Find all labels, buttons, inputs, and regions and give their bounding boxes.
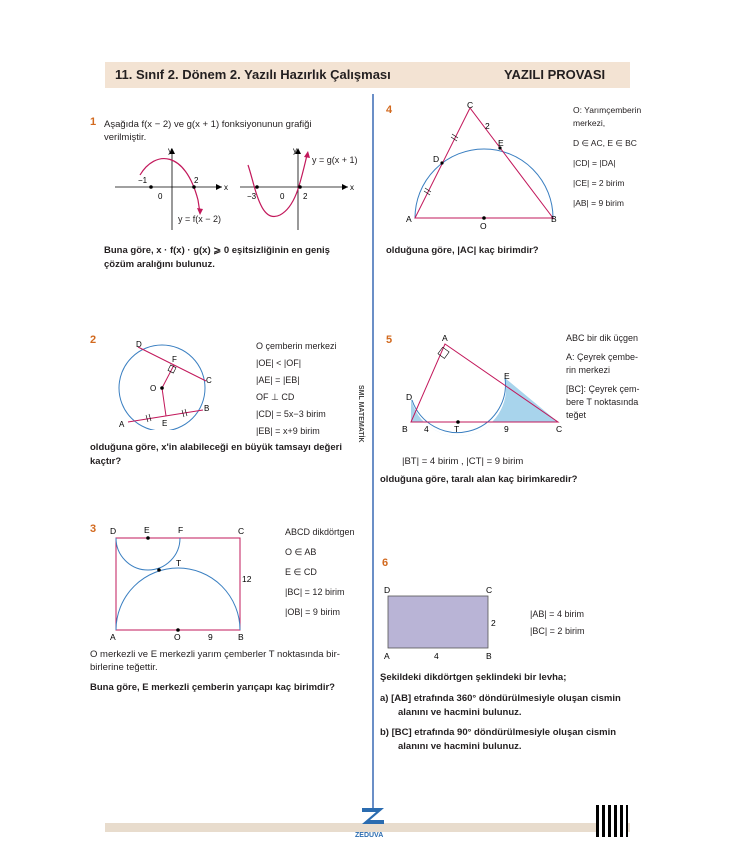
svg-text:A: A <box>384 651 390 661</box>
q2-cond: |AE| = |EB| <box>256 375 300 385</box>
q3-figure <box>104 522 264 644</box>
q3-cond: O ∈ AB <box>285 547 317 557</box>
svg-text:x: x <box>350 183 354 192</box>
svg-text:E: E <box>162 419 168 428</box>
q2-figure <box>110 338 220 430</box>
q5-cond: teğet <box>566 410 587 420</box>
svg-text:2: 2 <box>491 618 496 628</box>
svg-text:2: 2 <box>303 192 308 201</box>
svg-text:E: E <box>144 525 150 535</box>
svg-text:C: C <box>556 424 563 434</box>
zeduva-logo-icon <box>358 806 388 826</box>
q6-a1: a) [AB] etrafında 360° döndürülmesiyle oluşan cismin <box>380 693 621 704</box>
q3-cond: ABCD dikdörtgen <box>285 527 355 537</box>
q4-cond: merkezi, <box>573 118 606 128</box>
svg-text:−1: −1 <box>138 176 148 185</box>
svg-text:y: y <box>293 146 297 155</box>
q4-cond: |CD| = |DA| <box>573 158 616 168</box>
svg-text:C: C <box>206 376 212 385</box>
q1-text2: verilmiştir. <box>104 132 147 143</box>
q1-number: 1 <box>90 116 97 128</box>
q3-cond: E ∈ CD <box>285 567 317 577</box>
q5-cond: [BC]: Çeyrek çem- <box>566 384 640 394</box>
q6-b1: b) [BC] etrafında 90° döndürülmesiyle oluşan cismin <box>380 727 617 738</box>
svg-text:2: 2 <box>194 176 199 185</box>
q4-question: olduğuna göre, |AC| kaç birimdir? <box>386 245 539 256</box>
q4-cond: |AB| = 9 birim <box>573 198 624 208</box>
svg-text:B: B <box>551 214 557 224</box>
svg-text:F: F <box>178 525 184 535</box>
svg-text:D: D <box>384 585 391 595</box>
svg-text:O: O <box>150 384 157 393</box>
q4-figure <box>400 100 565 232</box>
svg-text:B: B <box>238 632 244 642</box>
q4-number: 4 <box>386 104 393 116</box>
q6-cond: |AB| = 4 birim <box>530 609 584 619</box>
svg-text:A: A <box>406 214 412 224</box>
svg-text:E: E <box>504 371 510 381</box>
side-label: SML MATEMATİK <box>357 385 364 443</box>
svg-text:9: 9 <box>504 424 509 434</box>
svg-text:4: 4 <box>434 651 439 661</box>
q6-a2: alanını ve hacmini bulunuz. <box>398 707 522 718</box>
svg-text:F: F <box>172 355 177 364</box>
q1-g-label: y = g(x + 1) <box>312 155 358 165</box>
q2-cond: O çemberin merkezi <box>256 341 337 351</box>
svg-text:O: O <box>174 632 181 642</box>
q5-cond: ABC bir dik üçgen <box>566 333 639 343</box>
q1-f-label: y = f(x − 2) <box>178 214 222 224</box>
q6-conditions <box>530 606 584 640</box>
q6-cond: |BC| = 2 birim <box>530 626 585 636</box>
q2-conditions <box>256 338 337 440</box>
svg-text:A: A <box>442 333 448 343</box>
svg-text:E: E <box>498 138 504 148</box>
q3-cond: |OB| = 9 birim <box>285 607 340 617</box>
q3-text2: birlerine teğettir. <box>90 662 158 673</box>
svg-text:4: 4 <box>424 424 429 434</box>
q6-figure <box>380 584 505 664</box>
q4-conditions <box>573 104 641 210</box>
svg-text:B: B <box>204 404 210 413</box>
svg-text:y: y <box>168 146 172 155</box>
q5-number: 5 <box>386 334 393 346</box>
q2-cond: |OE| < |OF| <box>256 358 302 368</box>
q5-figure <box>398 330 568 438</box>
q5-conditions <box>566 332 640 422</box>
q3-text1: O merkezli ve E merkezli yarım çemberler T noktasında bir- <box>90 649 340 660</box>
svg-text:D: D <box>136 340 142 349</box>
q1-question2: çözüm aralığını bulunuz. <box>104 259 215 270</box>
svg-text:D: D <box>406 392 413 402</box>
footer-logo-text: ZEDUVA <box>355 832 384 839</box>
svg-text:9: 9 <box>208 632 213 642</box>
svg-text:D: D <box>110 526 117 536</box>
q2-cond: |EB| = x+9 birim <box>256 426 320 436</box>
q6-intro: Şekildeki dikdörtgen şeklindeki bir levha; <box>380 672 567 683</box>
q5-cond: bere T noktasında <box>566 397 639 407</box>
svg-text:C: C <box>238 526 245 536</box>
svg-text:0: 0 <box>280 192 285 201</box>
svg-text:12: 12 <box>242 574 252 584</box>
q1-question1: Buna göre, x · f(x) · g(x) ⩾ 0 eşitsizliğinin en geniş <box>104 245 330 256</box>
qr-code[interactable] <box>596 805 628 837</box>
q6-number: 6 <box>382 557 389 569</box>
svg-text:−3: −3 <box>247 192 257 201</box>
q5-cond: rin merkezi <box>566 365 611 375</box>
q5-given: |BT| = 4 birim , |CT| = 9 birim <box>402 456 524 467</box>
svg-text:C: C <box>467 100 474 110</box>
svg-text:O: O <box>480 221 487 231</box>
q5-question: olduğuna göre, taralı alan kaç birimkaredir? <box>380 474 578 485</box>
q3-number: 3 <box>90 523 97 535</box>
svg-text:0: 0 <box>158 192 163 201</box>
q5-cond: A: Çeyrek çembe- <box>566 352 639 362</box>
q2-cond: |CD| = 5x−3 birim <box>256 409 326 419</box>
q1-text1: Aşağıda f(x − 2) ve g(x + 1) fonksiyonunun grafiği <box>104 119 312 130</box>
svg-text:D: D <box>433 154 440 164</box>
column-divider <box>372 94 374 809</box>
svg-text:A: A <box>119 420 125 429</box>
q4-cond: O: Yarımçemberin <box>573 105 642 115</box>
q6-b2: alanını ve hacmini bulunuz. <box>398 741 522 752</box>
q2-question1: olduğuna göre, x'in alabileceği en büyük tamsayı değeri <box>90 442 342 453</box>
svg-text:B: B <box>402 424 408 434</box>
q4-cond: |CE| = 2 birim <box>573 178 625 188</box>
page-title: 11. Sınıf 2. Dönem 2. Yazılı Hazırlık Çalışması <box>115 67 391 82</box>
q2-cond: OF ⊥ CD <box>256 392 295 402</box>
q2-number: 2 <box>90 334 97 346</box>
q4-cond: D ∈ AC, E ∈ BC <box>573 138 637 148</box>
svg-text:A: A <box>110 632 116 642</box>
svg-text:2: 2 <box>485 121 490 131</box>
svg-text:T: T <box>454 424 460 434</box>
svg-text:C: C <box>486 585 493 595</box>
q3-cond: |BC| = 12 birim <box>285 587 345 597</box>
svg-text:x: x <box>224 183 228 192</box>
svg-text:T: T <box>176 558 182 568</box>
q3-question: Buna göre, E merkezli çemberin yarıçapı kaç birimdir? <box>90 682 335 693</box>
svg-text:B: B <box>486 651 492 661</box>
page-subtitle: YAZILI PROVASI <box>504 67 606 82</box>
q3-conditions <box>285 522 355 622</box>
q2-question2: kaçtır? <box>90 456 122 467</box>
